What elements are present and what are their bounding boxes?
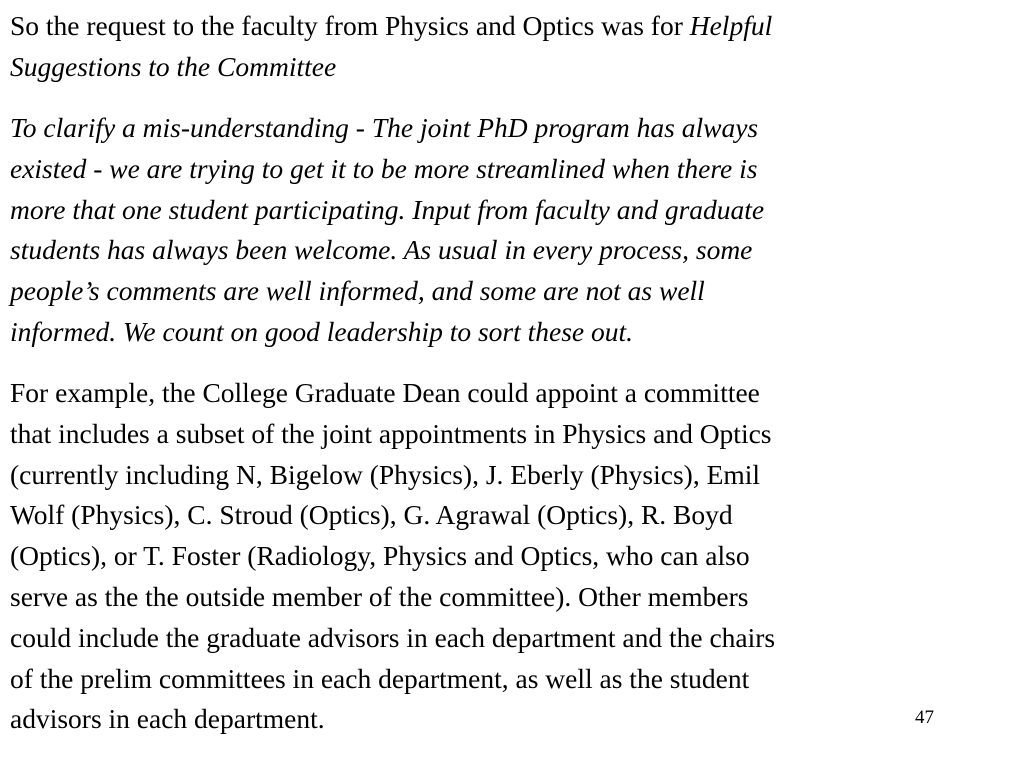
clarification-line: people’s comments are well informed, and some are not as well — [10, 275, 705, 307]
page-number: 47 — [915, 707, 934, 728]
example-line: advisors in each department. — [10, 703, 325, 735]
example-line: Wolf (Physics), C. Stroud (Optics), G. Agrawal (Optics), R. Boyd — [10, 499, 733, 531]
example-line: of the prelim committees in each department, as well as the student — [10, 662, 750, 694]
clarification-line: To clarify a mis-understanding - The joint PhD program has always — [10, 112, 759, 143]
paragraph-clarification — [10, 108, 1000, 353]
example-line: (Optics), or T. Foster (Radiology, Physics and Optics, who can also — [10, 540, 750, 572]
example-line: serve as the the outside member of the committee). Other members — [10, 580, 749, 612]
example-line: that includes a subset of the joint appointments in Physics and Optics — [10, 417, 772, 449]
example-line: (currently including N, Bigelow (Physics), J. Eberly (Physics), Emil — [10, 458, 761, 490]
clarification-line: students has always been welcome. As usual in every process, some — [10, 234, 753, 266]
paragraph-request — [10, 6, 1000, 88]
clarification-line: more that one student participating. Input from faculty and graduate — [10, 193, 765, 225]
clarification-line: existed - we are trying to get it to be more streamlined when there is — [10, 152, 758, 184]
clarification-line: informed. We count on good leadership to sort these out. — [10, 315, 634, 347]
request-italic-text: Helpful — [689, 10, 773, 41]
paragraph-request-line-1 — [10, 6, 1000, 47]
request-text: So the request to the faculty from Physics and Optics was for — [10, 10, 690, 41]
paragraph-request-line-2: Suggestions to the Committee — [10, 50, 337, 82]
paragraph-example — [10, 373, 1000, 740]
example-line: For example, the College Graduate Dean could appoint a committee — [10, 377, 760, 408]
example-line: could include the graduate advisors in each department and the chairs — [10, 621, 776, 653]
